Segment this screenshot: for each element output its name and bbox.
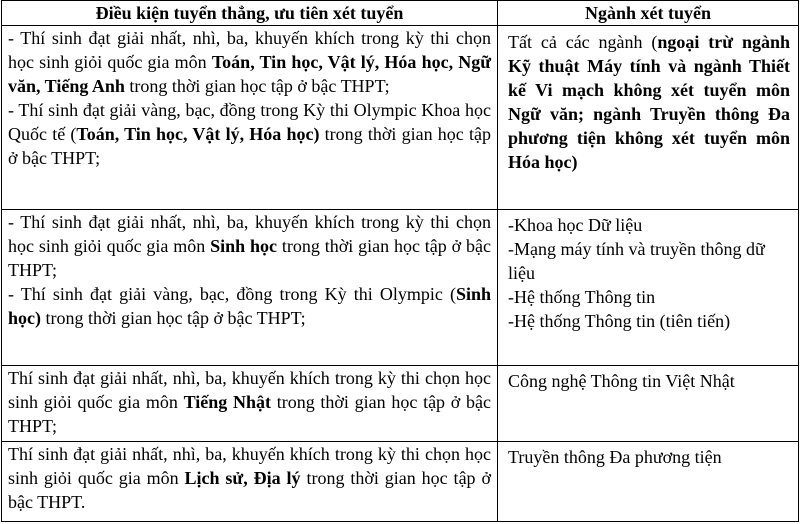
condition-text: - Thí sinh đạt giải nhất, nhì, ba, khuyến khích trong kỳ thi chọn học sinh giỏi quốc gia môn — [8, 28, 491, 72]
condition-subjects: Tiếng Nhật — [183, 392, 271, 412]
condition-paragraph — [8, 26, 491, 98]
major-item: Truyền thông Đa phương tiện — [508, 447, 722, 467]
condition-subjects: Toán, Tin học, Vật lý, Hóa học) — [76, 124, 320, 144]
condition-subjects: Lịch sử, Địa lý — [184, 468, 301, 488]
condition-paragraph — [8, 98, 491, 170]
conditions-cell — [2, 26, 498, 210]
condition-text: trong thời gian học tập ở bậc THPT; — [8, 236, 491, 280]
header-row — [2, 1, 799, 26]
majors-text: Tất cả các ngành ( — [508, 32, 658, 52]
admission-table — [1, 0, 799, 522]
major-item: -Hệ thống Thông tin (tiên tiến) — [508, 311, 731, 331]
condition-text: Thí sinh đạt giải nhất, nhì, ba, khuyến khích trong kỳ thi chọn học sinh giỏi quốc gia môn — [8, 368, 491, 412]
conditions-cell — [2, 366, 498, 442]
condition-paragraph — [8, 442, 491, 514]
condition-text: - Thí sinh đạt giải vàng, bạc, đồng trong Kỳ thi Olympic Khoa học Quốc tế ( — [8, 100, 491, 144]
table-row — [2, 442, 799, 522]
conditions-cell — [2, 210, 498, 366]
header-majors: Ngành xét tuyển — [498, 1, 799, 26]
table-row — [2, 26, 799, 210]
majors-cell — [498, 210, 799, 366]
condition-text: trong thời gian học tập ở bậc THPT. — [8, 468, 491, 512]
header-conditions: Điều kiện tuyển thẳng, ưu tiên xét tuyển — [2, 1, 498, 26]
condition-text: Thí sinh đạt giải nhất, nhì, ba, khuyến khích trong kỳ thi chọn học sinh giỏi quốc gia môn — [8, 444, 491, 488]
condition-subjects: Toán, Tin học, Vật lý, Hóa học, Ngữ văn, Tiếng Anh — [8, 52, 492, 96]
condition-paragraph — [8, 210, 491, 282]
conditions-cell — [2, 442, 498, 522]
major-item: -Khoa học Dữ liệu — [508, 215, 643, 235]
condition-subjects: Sinh học — [210, 236, 278, 256]
majors-cell — [498, 366, 799, 442]
condition-text: trong thời gian học tập ở bậc THPT; — [41, 308, 306, 328]
condition-paragraph — [8, 282, 491, 330]
majors-exceptions: ngoại trừ ngành Kỹ thuật Máy tính và ngành Thiết kế Vi mạch không xét tuyển môn Ngữ văn; ngành Truyền thông Đa phương tiện không xét tuyển môn Hóa học) — [508, 32, 790, 172]
condition-subjects: Sinh học) — [8, 284, 491, 328]
majors-cell — [498, 442, 799, 522]
condition-text: - Thí sinh đạt giải nhất, nhì, ba, khuyến khích trong kỳ thi chọn học sinh giỏi quốc gia môn — [8, 212, 491, 256]
condition-text: trong thời gian học tập ở bậc THPT; — [8, 124, 491, 168]
table-row — [2, 210, 799, 366]
condition-text: - Thí sinh đạt giải vàng, bạc, đồng trong Kỳ thi Olympic ( — [8, 284, 456, 304]
major-item: Công nghệ Thông tin Việt Nhật — [508, 371, 735, 391]
table-row — [2, 366, 799, 442]
condition-text: trong thời gian học tập ở bậc THPT; — [124, 76, 390, 96]
major-item: -Mạng máy tính và truyền thông dữ liệu — [508, 239, 765, 283]
major-item: -Hệ thống Thông tin — [508, 287, 656, 307]
condition-text: trong thời gian học tập ở bậc THPT; — [8, 392, 491, 436]
condition-paragraph — [8, 366, 491, 438]
majors-cell — [498, 26, 799, 210]
